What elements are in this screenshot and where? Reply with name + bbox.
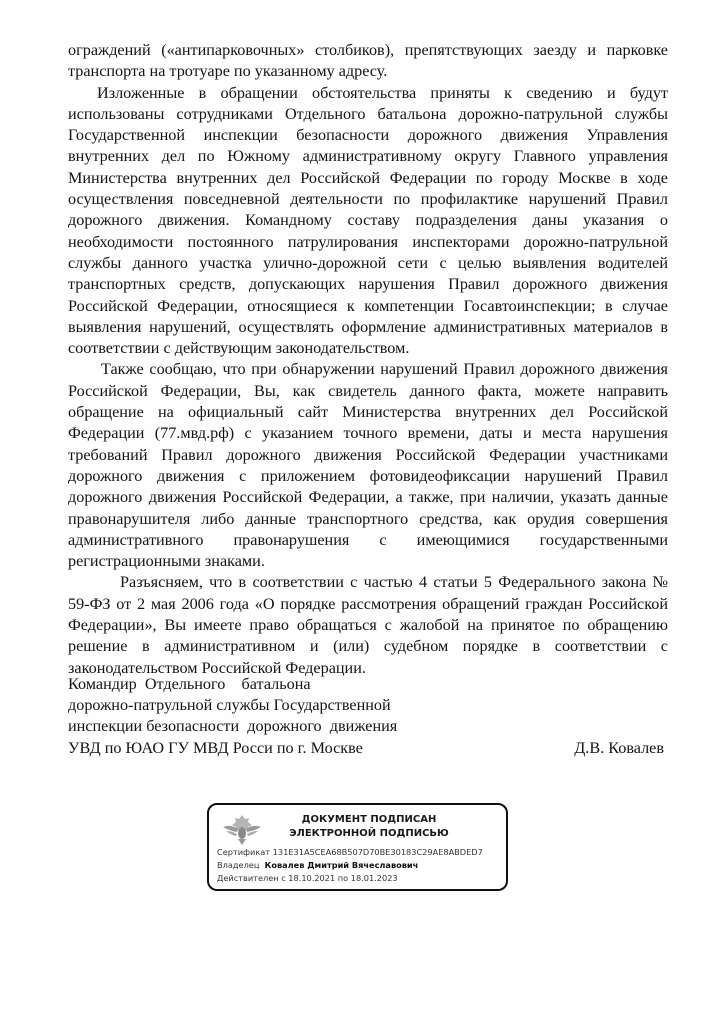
stamp-heading: ДОКУМЕНТ ПОДПИСАН ЭЛЕКТРОННОЙ ПОДПИСЬЮ <box>289 814 449 839</box>
signatory-title-line: Командир Отдельного батальона <box>68 675 311 693</box>
stamp-validity: Действителен с 18.10.2021 по 18.01.2023 <box>217 873 398 883</box>
paragraph-continuation: ограждений («антипарковочных» столбиков), препятствующих заезду и парковке транспорта на тротуаре по указанному адресу. <box>68 41 668 81</box>
mvd-eagle-emblem-icon <box>221 811 263 847</box>
signatory-title-line: дорожно-патрульной службы Государственной <box>68 696 391 715</box>
paragraph-appeal-rights: Разъясняем, что в соответствии с частью 4 статьи 5 Федерального закона № 59-ФЗ от 2 мая 2006 года «О порядке рассмотрения обращений граждан Российской Федерации», Вы имеете право обращаться с жалобой на принятое по обращению решение в административном и (или) судебном порядке в соответствии с законодательством Российской Федерации. <box>68 573 668 677</box>
signatory-title-line: УВД по ЮАО ГУ МВД Росси по г. Москве <box>68 738 363 757</box>
electronic-signature-stamp <box>207 803 508 891</box>
signatory-title-line: инспекции безопасности дорожного движения <box>68 717 398 736</box>
paragraph-circumstances: Изложенные в обращении обстоятельства приняты к сведению и будут использованы сотрудниками Отдельного батальона дорожно-патрульной службы Государственной инспекции безопасности дорожного движения Управления внутренних дел по Южному административному округу Главного управления Министерства внутренних дел Российской Федерации по городу Москве в ходе осуществления повседневной деятельности по профилактике нарушений Правил дорожного движения. Командному составу подразделения даны указания о необходимости постоянного патрулирования инспекторами дорожно-патрульной службы данного участка улично-дорожной сети с целью выявления водителей транспортных средств, допускающих нарушения Правил дорожного движения Российской Федерации, относящиеся к компетенции Госавтоинспекции; в случае выявления нарушений, осуществлять оформление административных материалов в соответствии с действующим законодательством. <box>68 83 668 358</box>
letter-body <box>68 40 668 679</box>
stamp-certificate: Сертификат 131E31A5CEA68B507D70BE30183C29AE8ABDED7 <box>217 847 483 857</box>
signatory-name: Д.В. Ковалев <box>574 738 664 757</box>
stamp-owner: Владелец Ковалев Дмитрий Вячеславович <box>217 860 419 870</box>
signature-block <box>68 674 668 759</box>
paragraph-reporting-info: Также сообщаю, что при обнаружении нарушений Правил дорожного движения Российской Федерации, Вы, как свидетель данного факта, можете направить обращение на официальный сайт Министерства внутренних дел Российской Федерации (77.мвд.рф) с указанием точного времени, даты и места нарушения требований Правил дорожного движения Российской Федерации участниками дорожного движения с приложением фотовидеофиксации нарушений Правил дорожного движения Российской Федерации, а также, при наличии, указать данные правонарушителя либо данные транспортного средства, как орудия совершения административного правонарушения с имеющимися государственными регистрационными знаками. <box>68 360 668 571</box>
